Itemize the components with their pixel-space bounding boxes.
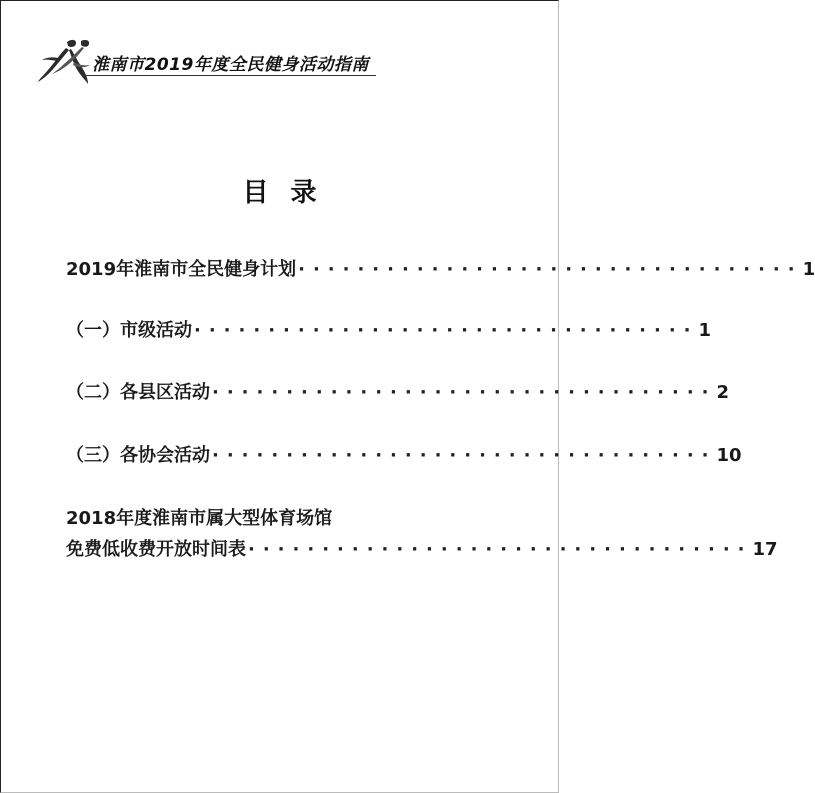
toc-entry-label: （三）各协会活动	[66, 445, 210, 466]
toc-title: 目录	[242, 178, 339, 208]
toc-entry-page: 2	[716, 382, 730, 403]
toc-entry-label: （一）市级活动	[66, 320, 192, 341]
header-rule	[82, 75, 376, 76]
toc-entry-label-line2: 免费低收费开放时间表	[66, 539, 246, 560]
toc-entry-page: 10	[716, 445, 742, 466]
page-header	[36, 38, 381, 88]
toc-entry[interactable]	[66, 535, 778, 561]
header-title: 淮南市2019年度全民健身活动指南	[92, 55, 369, 75]
toc-entry-page: 1	[802, 259, 815, 280]
toc-entry-label: 2019年淮南市全民健身计划	[66, 259, 297, 280]
toc-entry[interactable]	[66, 316, 712, 342]
running-figure-logo	[36, 38, 94, 86]
toc-leader-dots: ··································	[298, 259, 803, 280]
toc-entry[interactable]	[66, 441, 742, 467]
toc-entry-label-line1[interactable]: 2018年度淮南市属大型体育场馆	[66, 508, 333, 529]
toc-leader-dots: ··································	[212, 382, 717, 403]
toc-leader-dots: ··································	[194, 320, 699, 341]
toc-entry-page: 17	[752, 539, 778, 560]
toc-leader-dots: ··································	[248, 539, 753, 560]
toc-entry-label: （二）各县区活动	[66, 382, 210, 403]
toc-entry[interactable]	[66, 378, 730, 404]
toc-leader-dots: ··································	[212, 445, 717, 466]
toc-entry-page: 1	[698, 320, 712, 341]
toc-entry[interactable]	[66, 255, 815, 281]
